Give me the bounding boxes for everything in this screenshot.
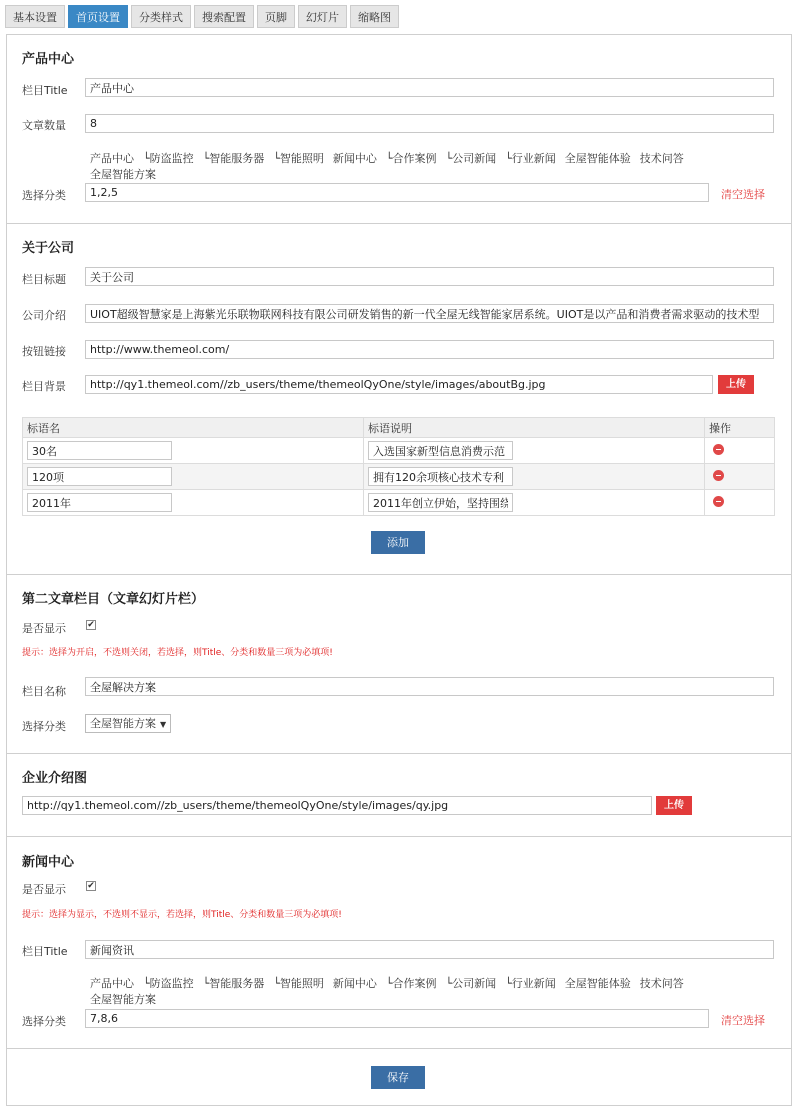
column-name-label: 栏目名称 [22,685,66,698]
category-option[interactable]: 全屋智能方案 [90,993,156,1006]
delete-row-icon[interactable] [713,496,724,507]
category-option[interactable]: └智能照明 [273,977,324,990]
category-option[interactable]: └智能照明 [273,152,324,165]
add-button[interactable]: 添加 [371,531,425,554]
upload-button[interactable]: 上传 [656,796,692,815]
column-title-input[interactable] [85,267,774,286]
show-checkbox[interactable]: ✔ [87,881,95,891]
section-second-column [7,575,791,754]
category-label: 选择分类 [22,189,66,202]
slogan-desc-input[interactable] [368,467,513,486]
button-link-input[interactable] [85,340,774,359]
intro-label: 公司介绍 [22,309,66,322]
tab-basic-settings[interactable]: 基本设置 [5,5,65,28]
category-option[interactable]: 全屋智能体验 [564,977,631,990]
slogan-name-input[interactable] [27,493,172,512]
category-label: 选择分类 [22,720,66,733]
category-option[interactable]: └智能服务器 [202,152,265,165]
header-slogan-name: 标语名 [23,418,364,438]
button-link-label: 按钮链接 [22,345,66,358]
image-url-input[interactable] [22,796,652,815]
category-option[interactable]: 新闻中心 [332,977,377,990]
category-option[interactable]: 产品中心 [90,152,134,165]
hint-text: 提示：选择为显示，不选则不显示，若选择，则Title、分类和数量三项为必填项! [22,910,342,920]
upload-button[interactable]: 上传 [718,375,754,394]
category-option[interactable]: └智能服务器 [202,977,265,990]
save-button[interactable]: 保存 [371,1066,425,1089]
section-heading: 产品中心 [22,52,75,67]
section-product-center [7,35,791,224]
count-label: 文章数量 [22,119,66,132]
tab-category-style[interactable]: 分类样式 [131,5,191,28]
section-heading: 关于公司 [22,241,75,256]
title-input[interactable] [85,940,774,959]
section-company-image [7,754,791,837]
category-options [90,976,730,1008]
tab-slideshow[interactable]: 幻灯片 [298,5,347,28]
tab-footer[interactable]: 页脚 [257,5,295,28]
delete-row-icon[interactable] [713,444,724,455]
slogan-name-input[interactable] [27,441,172,460]
category-input[interactable] [85,1009,709,1028]
clear-selection-link[interactable]: 清空选择 [721,188,765,201]
category-option[interactable]: └行业新闻 [505,152,556,165]
title-label: 栏目Title [22,84,68,97]
delete-row-icon[interactable] [713,470,724,481]
category-option[interactable]: 全屋智能方案 [90,168,156,181]
tab-home-settings[interactable]: 首页设置 [68,5,128,28]
category-label: 选择分类 [22,1015,66,1028]
table-row [23,490,775,516]
intro-input[interactable] [85,304,774,323]
category-option[interactable]: 技术问答 [639,152,684,165]
category-option[interactable]: └合作案例 [385,977,437,990]
column-name-input[interactable] [85,677,774,696]
settings-tabs [5,5,399,28]
column-title-label: 栏目标题 [22,273,66,286]
show-label: 是否显示 [22,883,66,896]
slogan-name-input[interactable] [27,467,172,486]
category-options [90,151,730,183]
section-news-center [7,837,791,1049]
tab-search-config[interactable]: 搜索配置 [194,5,254,28]
clear-selection-link[interactable]: 清空选择 [721,1014,765,1027]
category-option[interactable]: 技术问答 [639,977,684,990]
background-label: 栏目背景 [22,380,66,393]
section-heading: 企业介绍图 [22,771,88,786]
category-input[interactable] [85,183,709,202]
background-input[interactable] [85,375,713,394]
category-select[interactable] [85,714,171,733]
title-input[interactable] [85,78,774,97]
tab-thumbnail[interactable]: 缩略图 [350,5,399,28]
table-header-row [23,418,775,438]
category-option[interactable]: 产品中心 [90,977,134,990]
category-option[interactable]: 全屋智能体验 [564,152,631,165]
slogan-desc-input[interactable] [368,493,513,512]
category-option[interactable]: └公司新闻 [445,977,497,990]
title-label: 栏目Title [22,945,68,958]
header-slogan-desc: 标语说明 [364,418,705,438]
category-option[interactable]: └行业新闻 [505,977,556,990]
category-option[interactable]: └合作案例 [385,152,437,165]
show-label: 是否显示 [22,622,66,635]
category-option[interactable]: └公司新闻 [445,152,497,165]
category-selected-value: 全屋智能方案 [90,717,156,730]
slogan-table [22,417,775,516]
header-actions: 操作 [705,418,775,438]
table-row [23,438,775,464]
chevron-down-icon: ▼ [160,720,167,729]
section-heading: 新闻中心 [22,855,75,870]
hint-text: 提示：选择为开启，不选则关闭，若选择，则Title、分类和数量三项为必填项! [22,648,333,658]
category-option[interactable]: └防盗监控 [143,152,194,165]
show-checkbox[interactable]: ✔ [87,620,95,630]
count-input[interactable] [85,114,774,133]
table-row [23,464,775,490]
section-heading: 第二文章栏目（文章幻灯片栏） [22,592,205,607]
category-option[interactable]: 新闻中心 [332,152,377,165]
section-about-company [7,224,791,575]
slogan-desc-input[interactable] [368,441,513,460]
category-option[interactable]: └防盗监控 [143,977,194,990]
